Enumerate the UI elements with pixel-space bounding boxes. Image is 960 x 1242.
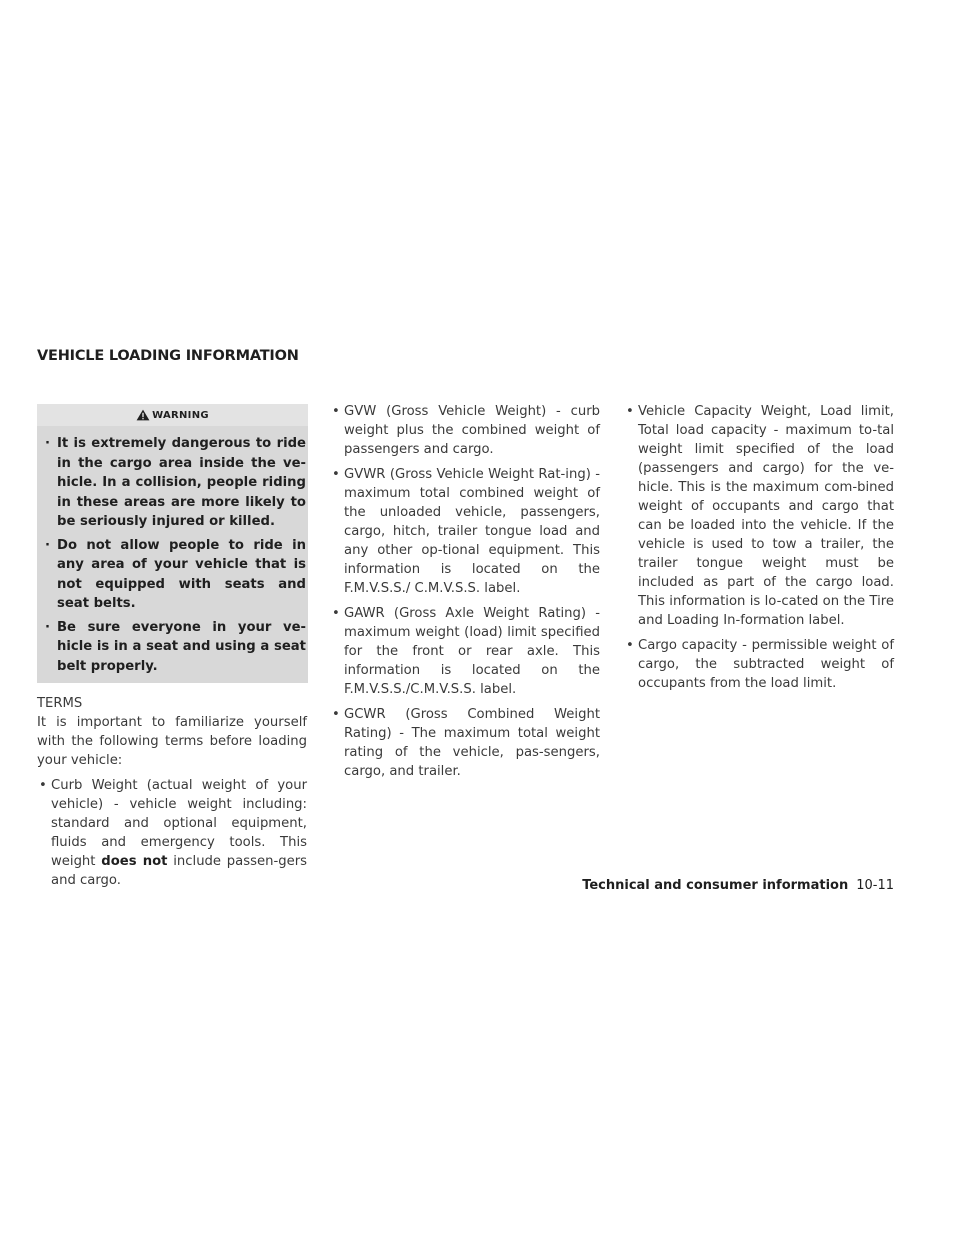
- curb-weight-emphasis: does not: [101, 854, 168, 869]
- warning-label: WARNING: [152, 409, 209, 421]
- term-cargo-capacity: • Cargo capacity - permissible weight of cargo, the subtracted weight of occupants from the load limit.: [624, 636, 894, 693]
- term-curb-weight: [37, 776, 307, 890]
- warning-list: [37, 434, 308, 676]
- warning-item: · Do not allow people to ride in any area of your vehicle that is not equipped with seats and seat belts.: [45, 536, 308, 614]
- terms-list-right: [624, 402, 894, 693]
- term-gvwr: • GVWR (Gross Vehicle Weight Rat-ing) - maximum total combined weight of the unloaded vehicle, passengers, cargo, hitch, trailer tongue load and any other op-tional equipment. This information is located on the F.M.V.S.S./ C.M.V.S.S. label.: [330, 465, 600, 598]
- column-left: [37, 404, 307, 890]
- term-vehicle-capacity-weight: • Vehicle Capacity Weight, Load limit, Total load capacity - maximum to-tal weight limit specified of the load (passengers and cargo) for the ve-hicle. This is the maximum com-bined weight of occupants and cargo that can be loaded into the vehicle. If the vehicle is used to tow a trailer, the trailer tongue weight must be included as part of the cargo load. This information is lo-cated on the Tire and Loading In-formation label.: [624, 402, 894, 630]
- term-gawr: • GAWR (Gross Axle Weight Rating) - maximum weight (load) limit specified for the front or rear axle. This information is located on the F.M.V.S.S./C.M.V.S.S. label.: [330, 604, 600, 699]
- terms-intro: It is important to familiarize yourself with the following terms before loading your vehicle:: [37, 715, 307, 768]
- warning-item: · Be sure everyone in your ve-hicle is in a seat and using a seat belt properly.: [45, 618, 308, 677]
- warning-item: · It is extremely dangerous to ride in the cargo area inside the ve-hicle. In a collision, people riding in these areas are more likely to be seriously injured or killed.: [45, 434, 308, 532]
- column-middle: [330, 402, 600, 781]
- warning-header: [37, 404, 308, 426]
- term-gcwr: • GCWR (Gross Combined Weight Rating) - The maximum total weight rating of the vehicle, pas-sengers, cargo, and trailer.: [330, 705, 600, 781]
- term-gvw: • GVW (Gross Vehicle Weight) - curb weight plus the combined weight of passengers and cargo.: [330, 402, 600, 459]
- terms-list-middle: [330, 402, 600, 781]
- section-title: VEHICLE LOADING INFORMATION: [37, 348, 299, 364]
- warning-triangle-icon: [136, 409, 150, 421]
- footer-chapter: Technical and consumer information: [582, 878, 849, 893]
- column-right: [624, 402, 894, 693]
- curb-weight-text: Curb Weight (actual weight of your vehicle) - vehicle weight including: standard and optional equipment, fluids and emergency tools. This weight: [51, 778, 307, 869]
- page-footer: [582, 878, 894, 893]
- terms-list-left: [37, 776, 307, 890]
- curb-weight-text-end: include passen-gers and cargo.: [51, 854, 308, 888]
- footer-page-number: 10-11: [856, 878, 894, 893]
- terms-heading: TERMS: [37, 696, 83, 711]
- warning-box: [37, 404, 308, 683]
